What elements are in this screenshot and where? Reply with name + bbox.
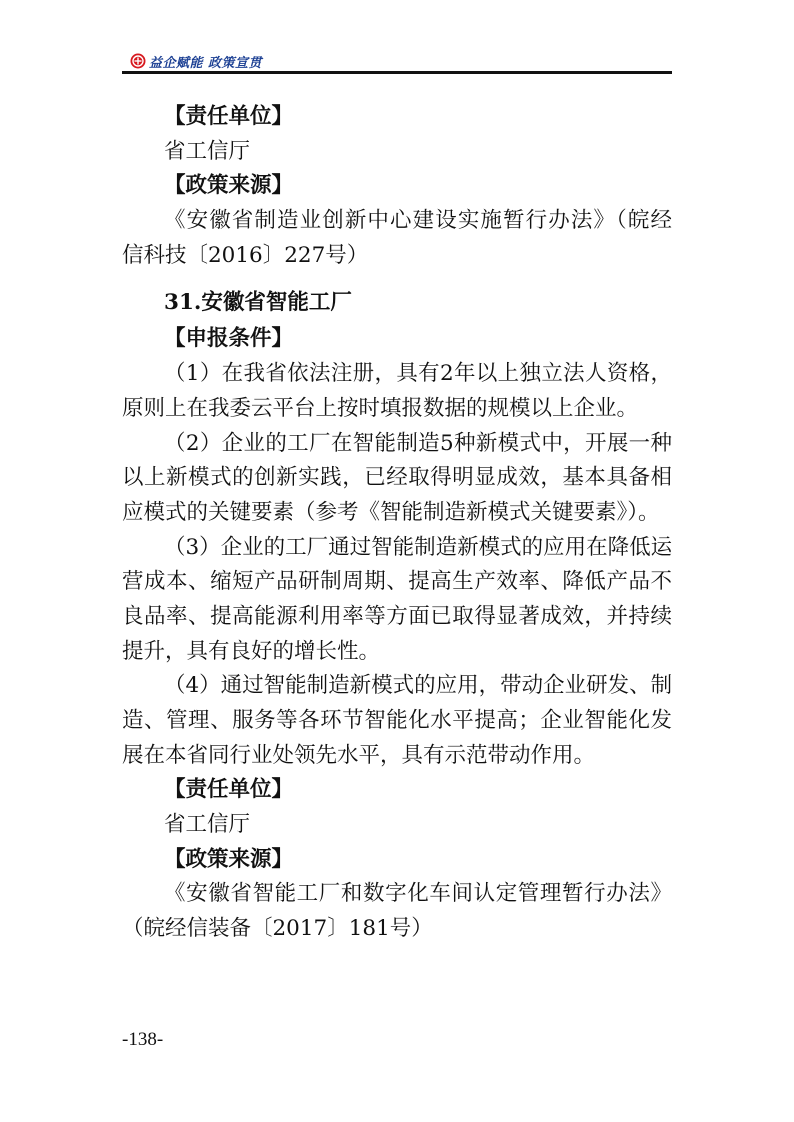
policy-source-line: （皖经信装备〔2017〕181号） [122, 916, 433, 942]
condition-item-4 [122, 669, 672, 773]
responsible-unit-value: 省工信厅 [164, 812, 251, 838]
application-conditions-label: 【申报条件】 [164, 326, 294, 352]
page-header [130, 52, 262, 70]
condition-item-2 [122, 427, 672, 531]
condition-line: 应模式的关键要素（参考《智能制造新模式关键要素》）。 [122, 499, 660, 525]
coin-logo-icon [130, 53, 146, 69]
condition-line: 营成本、缩短产品研制周期、提高生产效率、降低产品不 [122, 569, 672, 595]
policy-source-line: 《安徽省制造业创新中心建设实施暂行办法》（皖经 [164, 208, 672, 234]
header-divider [122, 71, 672, 74]
policy-source-label: 【政策来源】 [164, 173, 294, 199]
condition-line: 造、管理、服务等各环节智能化水平提高；企业智能化发 [122, 708, 672, 733]
responsible-unit-value: 省工信厅 [164, 138, 251, 164]
condition-line: （1）在我省依法注册，具有2年以上独立法人资格， [164, 361, 672, 387]
condition-item-3 [122, 531, 672, 670]
brand-slogan: 政策宣贯 [208, 55, 263, 71]
condition-line: 以上新模式的创新实践，已经取得明显成效，基本具备相 [122, 465, 672, 491]
condition-line: （4）通过智能制造新模式的应用，带动企业研发、制 [164, 673, 673, 699]
responsible-unit-label: 【责任单位】 [164, 104, 294, 129]
policy-source-line: 《安徽省智能工厂和数字化车间认定管理暂行办法》 [164, 881, 672, 907]
section-gap [122, 273, 672, 284]
document-body [122, 100, 672, 947]
header-brand [149, 52, 262, 71]
page-number: -138- [122, 1029, 164, 1050]
condition-line: 良品率、提高能源利用率等方面已取得显著成效，并持续 [122, 603, 672, 629]
brand-name: 益企赋能 [149, 55, 204, 71]
responsible-unit-label: 【责任单位】 [164, 777, 294, 803]
policy-source-label: 【政策来源】 [164, 846, 294, 872]
section-title: 31.安徽省智能工厂 [164, 290, 352, 316]
condition-line: （2）企业的工厂在智能制造5种新模式中，开展一种 [164, 430, 672, 456]
condition-line: 原则上在我委云平台上按时填报数据的规模以上企业。 [122, 395, 639, 421]
condition-line: 展在本省同行业处领先水平，具有示范带动作用。 [122, 742, 596, 768]
policy-source-line: 信科技〔2016〕227号） [122, 242, 369, 268]
condition-item-1 [122, 357, 672, 426]
condition-line: 提升，具有良好的增长性。 [122, 638, 381, 664]
condition-line: （3）企业的工厂通过智能制造新模式的应用在降低运 [164, 534, 673, 560]
